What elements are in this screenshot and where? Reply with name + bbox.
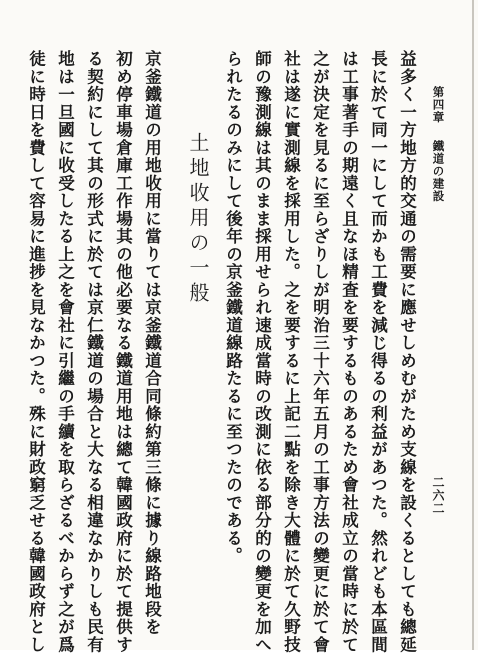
text-column-10: る契約にして其の形式に於ては京仁鐵道の場合と大なる相違なかりしも民有 [84,50,104,654]
section-heading: 土地收用の一般 [186,132,210,307]
running-header-title: 鐵道の建設 [431,140,446,203]
running-header-chapter: 第四章 [431,86,446,124]
text-column-11: 地は一旦國に收受したる上之を會社に引繼の手續を取らざるべからず之が爲 [55,50,75,654]
text-column-5: 社は遂に實測線を採用した。之を要するに上記二點を除き大體に於て久野技 [281,50,301,654]
text-column-4: 之が決定を見るに至らざりしが明治三十六年五月の工事方法の變更に於て會 [310,50,330,654]
text-column-8: 京釜鐵道の用地收用に當りては京釜鐵道合同條約第三條に據り線路地段を [142,50,162,636]
text-column-7: られたるのみにして後年の京釜鐵道線路たるに至つたのである。 [223,50,243,565]
text-column-2: 長に於て同一にして而かも工費を減じ得るの利益があつた。然れども本區間 [368,50,388,654]
text-column-12: 徒に時日を費して容易に進捗を見なかつた。殊に財政窮乏せる韓國政府とし [26,50,46,654]
page-edge-line [472,0,474,650]
text-column-9: 初め停車場倉庫工作場其の他必要なる鐵道用地は總て韓國政府に於て提供す [113,50,133,654]
text-column-1: 益多く一方地方的交通の需要に應せしめむがため支線を設くるとしても總延 [397,50,417,654]
page-number: 二六二 [431,476,445,515]
text-column-3: は工事著手の期遠く且なほ精査を要するものあるため會社成立の當時に於て [339,50,359,654]
text-column-6: 師の豫測線は其のまま採用せられ速成當時の改測に依る部分的の變更を加へ [252,50,272,654]
